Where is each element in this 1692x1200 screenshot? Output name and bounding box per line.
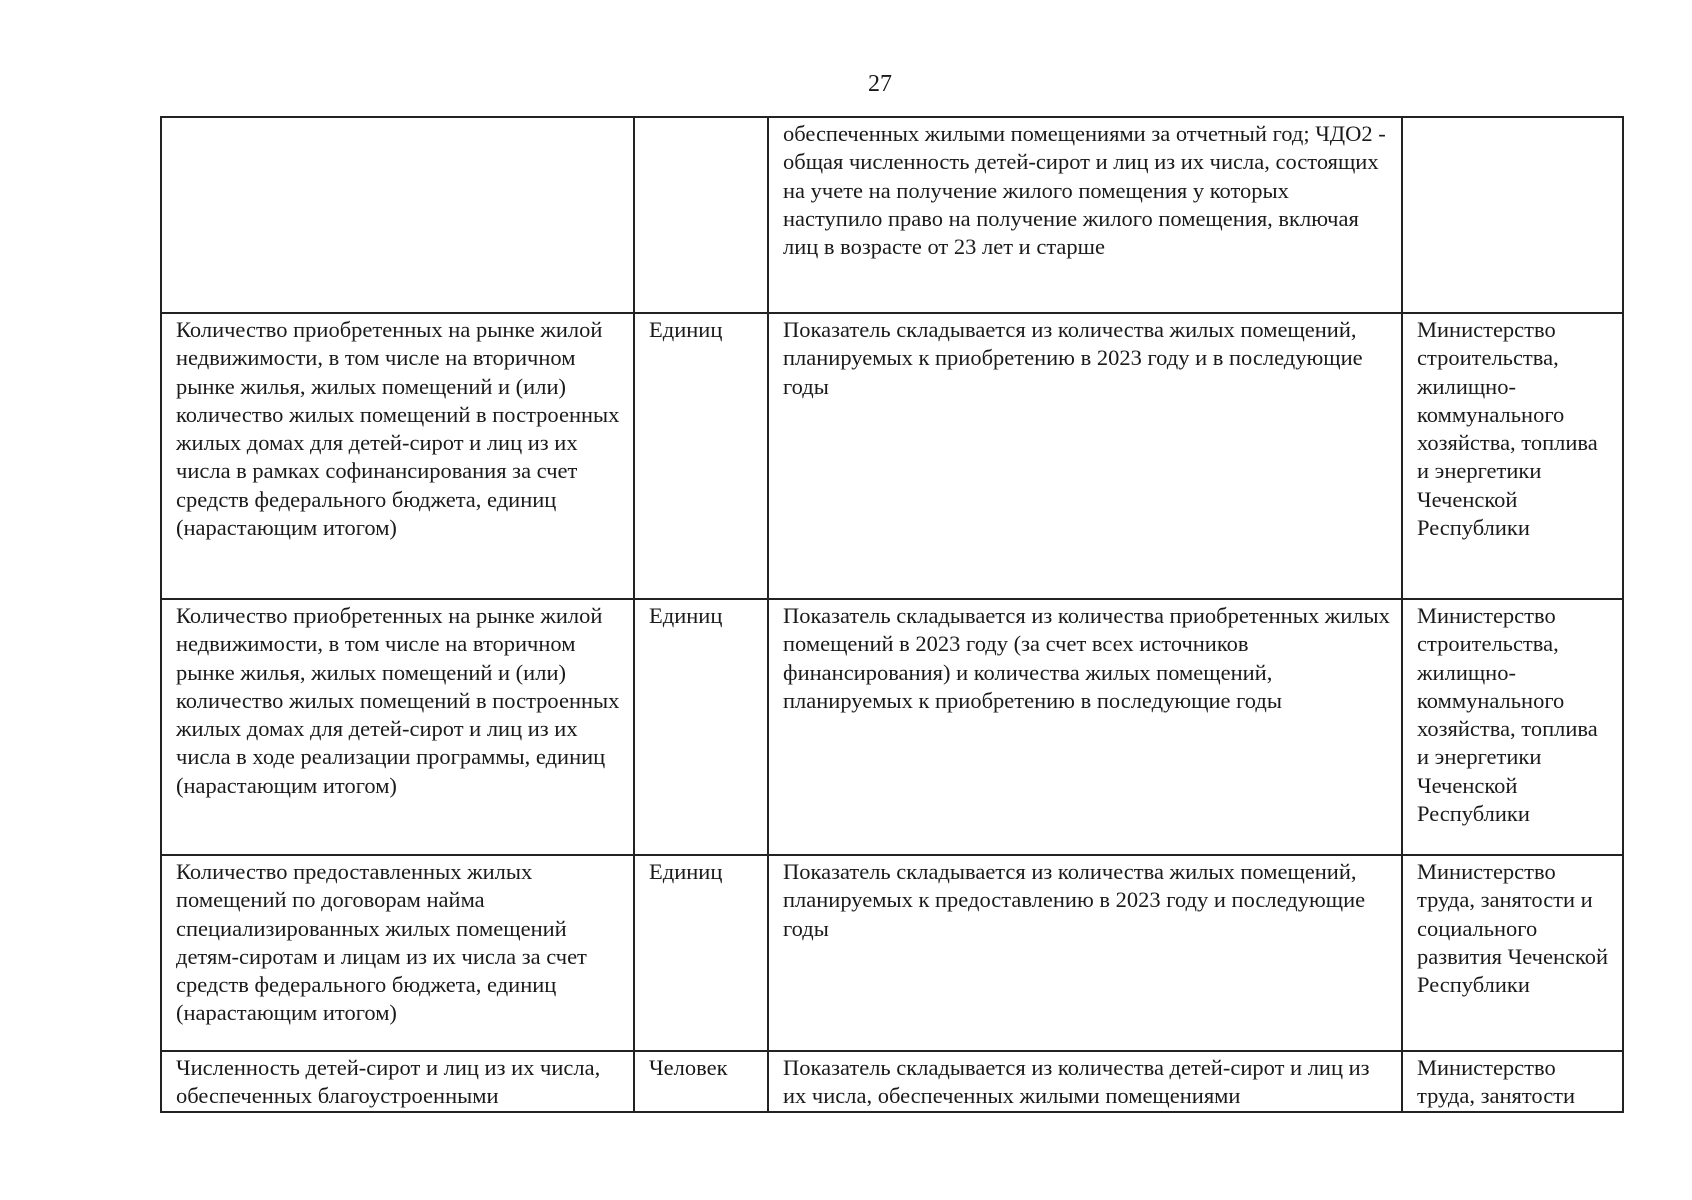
table-row bbox=[161, 117, 1623, 313]
responsible-text: Министерство труда, занятости и социального развития Чеченской Республики bbox=[1417, 859, 1609, 998]
method-cell bbox=[768, 117, 1402, 313]
responsible-cell bbox=[1402, 1051, 1623, 1112]
indicator-text: Количество приобретенных на рынке жилой недвижимости, в том числе на вторичном рынке жилья, жилых помещений и (или) количество жилых помещений в построенных жилых домах для детей-сирот и лиц из их числа в рамках софинансирования за счет средств федерального бюджета, единиц (нарастающим итогом) bbox=[176, 317, 620, 541]
unit-text: Единиц bbox=[649, 317, 723, 342]
method-text: Показатель складывается из количества жилых помещений, планируемых к приобретению в 2023 году и в последующие годы bbox=[783, 317, 1363, 399]
indicator-cell bbox=[161, 855, 634, 1051]
unit-text: Единиц bbox=[649, 859, 723, 884]
method-cell bbox=[768, 855, 1402, 1051]
responsible-cell bbox=[1402, 117, 1623, 313]
indicator-text: Количество приобретенных на рынке жилой недвижимости, в том числе на вторичном рынке жилья, жилых помещений и (или) количество жилых помещений в построенных жилых домах для детей-сирот и лиц из их числа в ходе реализации программы, единиц (нарастающим итогом) bbox=[176, 603, 620, 798]
indicator-cell bbox=[161, 1051, 634, 1112]
table-row bbox=[161, 313, 1623, 599]
method-cell bbox=[768, 1051, 1402, 1112]
responsible-text: Министерство строительства, жилищно-коммунального хозяйства, топлива и энергетики Чеченской Республики bbox=[1417, 317, 1598, 541]
method-text: Показатель складывается из количества приобретенных жилых помещений в 2023 году (за счет всех источников финансирования) и количества жилых помещений, планируемых к приобретению в последующие годы bbox=[783, 603, 1390, 713]
responsible-text: Министерство строительства, жилищно-коммунального хозяйства, топлива и энергетики Чеченской Республики bbox=[1417, 603, 1598, 827]
table-row bbox=[161, 855, 1623, 1051]
unit-cell bbox=[634, 1051, 768, 1112]
responsible-cell bbox=[1402, 855, 1623, 1051]
indicator-cell bbox=[161, 313, 634, 599]
unit-cell bbox=[634, 599, 768, 855]
indicator-text: Количество предоставленных жилых помещений по договорам найма специализированных жилых помещений детям-сиротам и лицам из их числа за счет средств федерального бюджета, единиц (нарастающим итогом) bbox=[176, 859, 587, 1026]
indicator-cell bbox=[161, 599, 634, 855]
method-cell bbox=[768, 599, 1402, 855]
unit-cell bbox=[634, 855, 768, 1051]
table-row bbox=[161, 599, 1623, 855]
indicators-table bbox=[160, 116, 1624, 1113]
unit-cell bbox=[634, 117, 768, 313]
indicator-text: Численность детей-сирот и лиц из их числа, обеспеченных благоустроенными bbox=[176, 1055, 601, 1109]
method-text: Показатель складывается из количества жилых помещений, планируемых к предоставлению в 2023 году и последующие годы bbox=[783, 859, 1366, 941]
unit-text: Человек bbox=[649, 1055, 728, 1080]
method-text: обеспеченных жилыми помещениями за отчетный год; ЧДО2 - общая численность детей-сирот и лиц из их числа, состоящих на учете на получение жилого помещения у которых наступило право на получение жилого помещения, включая лиц в возрасте от 23 лет и старше bbox=[783, 121, 1386, 260]
unit-text: Единиц bbox=[649, 603, 723, 628]
indicator-cell bbox=[161, 117, 634, 313]
responsible-cell bbox=[1402, 599, 1623, 855]
method-text: Показатель складывается из количества детей-сирот и лиц из их числа, обеспеченных жилыми помещениями bbox=[783, 1055, 1370, 1109]
responsible-cell bbox=[1402, 313, 1623, 599]
table-row bbox=[161, 1051, 1623, 1112]
page-number: 27 bbox=[868, 71, 892, 97]
method-cell bbox=[768, 313, 1402, 599]
unit-cell bbox=[634, 313, 768, 599]
responsible-text: Министерство труда, занятости bbox=[1417, 1055, 1576, 1109]
